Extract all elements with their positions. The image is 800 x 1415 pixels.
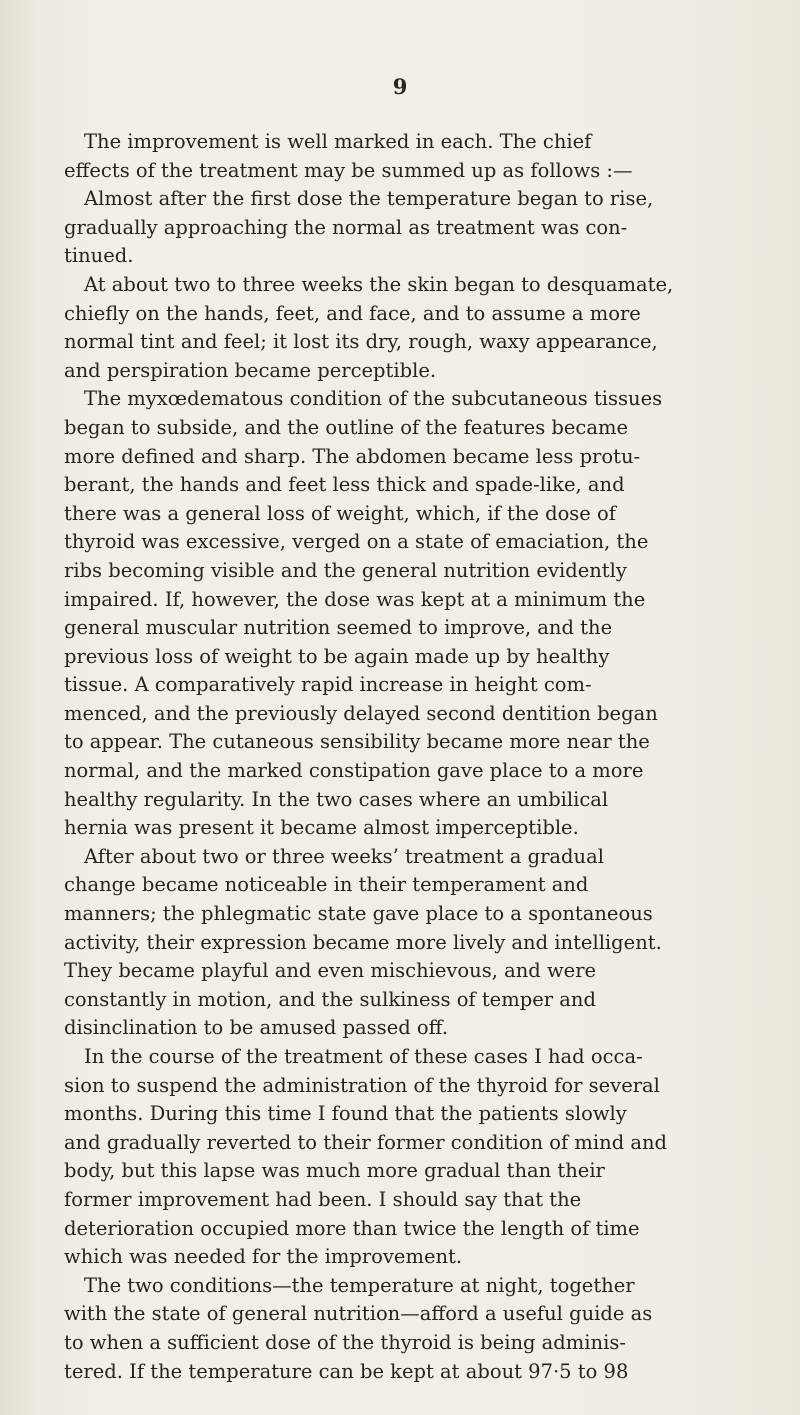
text-line: and perspiration became perceptible. (64, 358, 437, 382)
text-line: manners; the phlegmatic state gave place to a spontaneous (64, 902, 653, 926)
text-line: tissue. A comparatively rapid increase in height com- (64, 673, 592, 697)
text-line: to appear. The cutaneous sensibility became more near the (64, 730, 650, 754)
text-line: months. During this time I found that the patients slowly (64, 1102, 627, 1126)
text-line: general muscular nutrition seemed to improve, and the (64, 616, 613, 640)
text-line: In the course of the treatment of these cases I had occa- (84, 1045, 643, 1068)
text-line: there was a general loss of weight, which, if the dose of (64, 501, 617, 525)
text-line: chiefly on the hands, feet, and face, and to assume a more (64, 301, 641, 325)
text-line: Almost after the first dose the temperature began to rise, (84, 187, 654, 211)
text-line: deterioration occupied more than twice the length of time (64, 1216, 640, 1240)
text-line: impaired. If, however, the dose was kept at a minimum the (64, 587, 646, 611)
text-line: berant, the hands and feet less thick and spade-like, and (64, 473, 625, 497)
text-line: normal, and the marked constipation gave place to a more (64, 759, 644, 783)
text-line: disinclination to be amused passed off. (64, 1016, 449, 1040)
text-line: previous loss of weight to be again made up by healthy (64, 644, 610, 668)
text-line: body, but this lapse was much more gradual than their (64, 1159, 605, 1183)
text-line: healthy regularity. In the two cases where an umbilical (64, 787, 609, 811)
text-line: to when a sufficient dose of the thyroid is being adminis- (64, 1330, 626, 1354)
text-line: The two conditions—the temperature at night, together (84, 1273, 635, 1297)
text-line: began to subside, and the outline of the features became (64, 415, 629, 439)
text-line: activity, their expression became more lively and intelligent. (64, 930, 662, 954)
text-line: former improvement had been. I should say that the (64, 1187, 582, 1211)
text-line: more defined and sharp. The abdomen became less protu- (64, 444, 641, 468)
text-line: tered. If the temperature can be kept at about 97·5 to 98 (64, 1359, 629, 1383)
page-number: 9 (392, 74, 408, 99)
text-line: The improvement is well marked in each. The chief (84, 130, 592, 153)
body-text (64, 128, 764, 1386)
text-line: effects of the treatment may be summed up as follows :— (64, 158, 633, 182)
text-line: gradually approaching the normal as treatment was con- (64, 215, 628, 239)
text-line: ribs becoming visible and the general nutrition evidently (64, 558, 627, 582)
text-line: sion to suspend the administration of the thyroid for several (64, 1073, 660, 1097)
text-line: thyroid was excessive, verged on a state of emaciation, the (64, 530, 649, 554)
text-line: with the state of general nutrition—afford a useful guide as (64, 1302, 653, 1326)
text-line: menced, and the previously delayed second dentition began (64, 701, 658, 725)
text-line: change became noticeable in their temperament and (64, 873, 589, 897)
text-line: and gradually reverted to their former condition of mind and (64, 1130, 668, 1154)
text-line: tinued. (64, 244, 134, 268)
text-line: After about two or three weeks’ treatment a gradual (84, 844, 604, 868)
text-line: They became playful and even mischievous, and were (64, 959, 597, 983)
text-line: which was needed for the improvement. (64, 1245, 463, 1269)
text-line: hernia was present it became almost imperceptible. (64, 816, 579, 840)
text-line: At about two to three weeks the skin began to desquamate, (84, 272, 674, 296)
text-line: The myxœdematous condition of the subcutaneous tissues (84, 387, 663, 411)
text-line: constantly in motion, and the sulkiness of temper and (64, 987, 596, 1011)
text-line: normal tint and feel; it lost its dry, rough, waxy appearance, (64, 330, 658, 354)
